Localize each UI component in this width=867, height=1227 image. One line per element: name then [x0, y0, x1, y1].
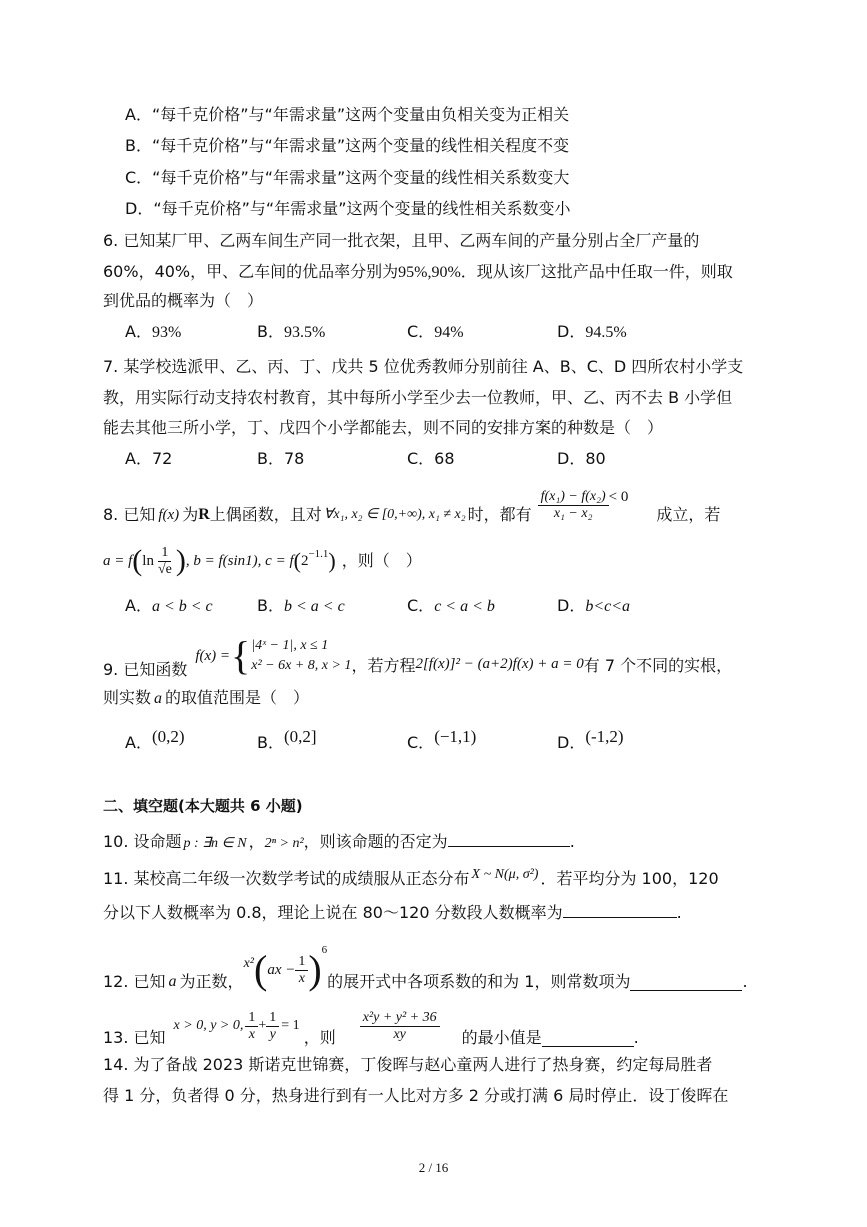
q8-option-b: B．b < a < c — [257, 596, 345, 615]
q12-line: 12. 已知 a 为正数， x² ( ax − $\frac{1}{x}$ ) 6 的展开式中各项系数的和为 1，则常数项为 . — [103, 944, 748, 992]
q5-option-b: B．“每千克价格”与“年需求量”这两个变量的线性相关程度不变 — [125, 136, 570, 155]
q5-option-a: A．“每千克价格”与“年需求量”这两个变量由负相关变为正相关 — [125, 105, 570, 124]
section-heading: 二、填空题(本大题共 6 小题) — [103, 797, 303, 815]
q7-option-c: C．68 — [407, 449, 455, 468]
q7-option-a: A．72 — [125, 449, 173, 468]
q10-line: 10. 设命题 p : ∃n ∈ N ，2ⁿ > n²，则该命题的否定为 . — [103, 832, 575, 851]
q9-option-b: B．(0,2] — [257, 727, 317, 752]
q5-option-d: D．“每千克价格”与“年需求量”这两个变量的线性相关系数变小 — [125, 199, 571, 218]
q11-answer-blank — [563, 901, 677, 918]
q13-line: 13. 已知 x > 0, y > 0, $\frac{1}{x}$ + $\frac{1}{y}$ = 1 ，则 $\frac{\text{x²y + y² + 36}}{xy}$ 的最小值是 . — [103, 1009, 639, 1047]
q7-line2: 教，用实际行动支持农村教育，其中每所小学至少去一位教师，甲、乙、丙不去 B 小学但 — [103, 388, 733, 407]
q9-option-a: A．(0,2) — [125, 727, 185, 752]
q12-answer-blank — [630, 974, 742, 991]
q8-line1: 8. 已知 f(x) 为 R 上偶函数，且对 ∀x₁, x₂ ∈ [0,+∞), x₁ ≠ x₂ 时，都有 $\frac{\text{f(x₁) − f(x₂)}}{\text{x₁ − x₂}}$ < 0 成立，若 — [103, 488, 721, 524]
q8-option-a: A．a < b < c — [125, 596, 213, 615]
q8-line2: a = f ( ln $\frac{1}{√e}$ ) , b = f(sin1), c = f ( 2 −1.1 ) ，则（ ） — [103, 544, 422, 577]
q8-option-c: C．c < a < b — [407, 596, 495, 615]
page-number: 2 / 16 — [418, 1160, 449, 1175]
q11-line1: 11. 某校高二年级一次数学考试的成绩服从正态分布 X ~ N(μ, σ²) ．若平均分为 100，120 — [103, 867, 719, 888]
q6-line2: 60%，40%，甲、乙车间的优品率分别为95%,90%．现从该厂这批产品中任取一件，则取 — [103, 262, 733, 281]
q6-line3: 到优品的概率为（ ） — [103, 291, 264, 310]
q7-option-b: B．78 — [257, 449, 305, 468]
q8-option-d: D．b<c<a — [557, 596, 631, 615]
q9-line1: 9. 已知函数 f(x) = { |4ˣ − 1|, x ≤ 1 x² − 6x + 8, x > 1 ，若方程 2[f(x)]² − (a+2)f(x) + a = 0 有 7 个不同的实根， — [103, 633, 733, 679]
q6-line1: 6. 已知某厂甲、乙两车间生产同一批衣架，且甲、乙两车间的产量分别占全厂产量的 — [103, 231, 700, 250]
q9-option-c: C．(−1,1) — [407, 727, 477, 752]
q9-option-d: D．(-1,2) — [557, 727, 624, 752]
q7-line3: 能去其他三所小学，丁、戊四个小学都能去，则不同的安排方案的种数是（ ） — [103, 418, 664, 437]
q6-rates: 95%,90% — [398, 264, 461, 281]
q8-fraction: $\frac{\text{f(x₁) − f(x₂)}}{\text{x₁ − x₂}}$ — [538, 489, 609, 522]
q6-option-d: D．94.5% — [557, 322, 627, 341]
q13-answer-blank — [542, 1030, 634, 1047]
q11-line2: 分以下人数概率为 0.8，理论上说在 80～120 分数段人数概率为 . — [103, 903, 682, 922]
q14-line2: 得 1 分，负者得 0 分，热身进行到有一人比对方多 2 分或打满 6 局时停止．设丁俊晖在 — [103, 1086, 729, 1105]
q9-line2: 则实数 a 的取值范围是（ ） — [103, 688, 310, 707]
q6-option-c: C．94% — [407, 322, 464, 341]
q7-option-d: D．80 — [557, 449, 606, 468]
q10-answer-blank — [448, 830, 570, 847]
q6-option-a: A．93% — [125, 322, 182, 341]
q5-option-c: C．“每千克价格”与“年需求量”这两个变量的线性相关系数变大 — [125, 168, 570, 187]
q6-option-b: B．93.5% — [257, 322, 326, 341]
q9-cases: |4ˣ − 1|, x ≤ 1 x² − 6x + 8, x > 1 — [251, 638, 352, 673]
q14-line1: 14. 为了备战 2023 斯诺克世锦赛，丁俊晖与赵心童两人进行了热身赛，约定每局胜者 — [103, 1055, 713, 1074]
q7-line1: 7. 某学校选派甲、乙、丙、丁、戊共 5 位优秀教师分别前往 A、B、C、D 四所农村小学支 — [103, 357, 744, 376]
